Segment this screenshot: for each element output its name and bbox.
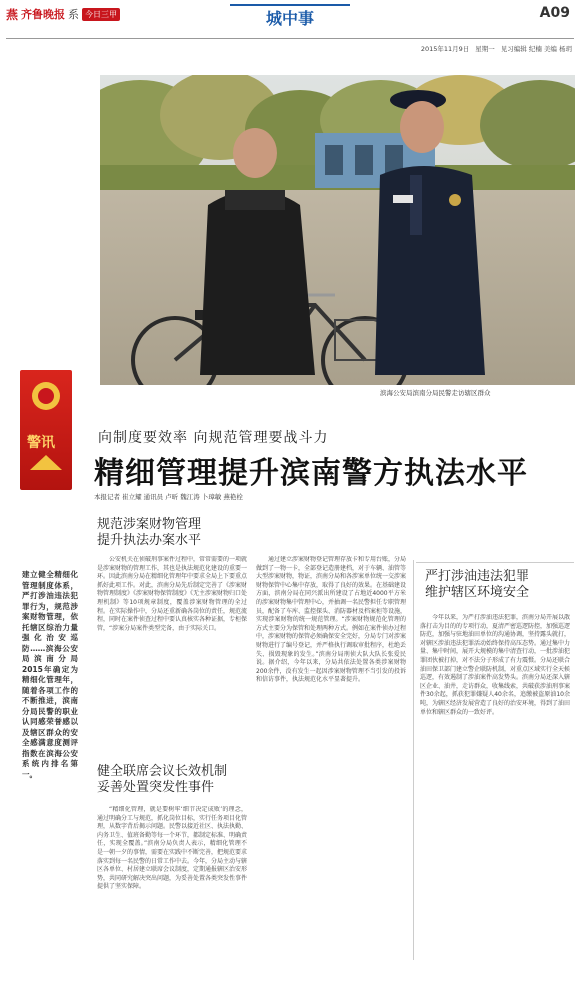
column-3-text: 今年以来，为严打涉油违法犯罪，滨南分局开展以散落打击为目的的专项行动，夏清严密巡逻防控，加强巡逻防范，加强与驻地油田单位的沟通协调，坚持露头就打，对辖区涉油违法犯罪活动始终保持高压态势。通过集中力量、集中时间，展开大规模的集中清查行动，一批涉油犯罪团伙被打掉，对不法分子形成了有力震慑。分局还联合油田保卫部门建立警企联防机制，对重点区域实行全天候巡逻，有效遏制了涉油案件高发势头。滨南分局还深入辖区企业、油井，走访群众，收集线索，共破获涉油刑事案件30余起，抓获犯罪嫌疑人40余名，追缴被盗原油10余吨，为辖区经济发展营造了良好的治安环境，得到了油田单位和辖区群众的一致好评。	[420, 614, 570, 716]
section-title: 城中事	[265, 9, 314, 28]
header-rule	[6, 38, 574, 39]
column-1-text: 公安机关在侦破刑事案件过程中，常常需要的一项就是涉案财物的管理工作，其也是执法规范化建设的重要一环。因此滨南分局在精细化管理年中要求全局上下要重点抓好此项工作。对此，滨南分局先后制定完善了《涉案财物管理制度》《涉案财物保管制度》《无主涉案财物归口处理机制》等10项规章制度，覆盖涉案财物管理的全过程。在实际操作中，分局还重新确各岗位的责任，规范流程，同时在案件侦查过程中要认真核实各种证据，专柜保管，“涉案分局案件类型完备，由于实际关口。	[97, 556, 247, 632]
article-column-3	[420, 614, 570, 974]
dateline	[421, 44, 572, 53]
paper-name: 齐鲁晚报	[21, 8, 66, 21]
sidebar-frame-top	[416, 562, 574, 563]
issue-date: 2015年11月9日	[420, 45, 470, 53]
subhead-evidence: 规范涉案财物管理 提升执法办案水平	[97, 517, 202, 548]
masthead	[6, 6, 120, 22]
column-divider	[413, 560, 414, 960]
police-ad-panel	[20, 370, 72, 490]
article-column-1b	[97, 806, 247, 974]
article-summary: 建立健全精细化管理制度体系，严打涉油违法犯罪行为，规范涉案财物管理，依托辖区综治力量强化治安巡防……滨海公安局滨南分局2015年确定为精细化管理年，随着各项工作的不断推进，滨南分局民警的职业认同感荣誉感以及辖区群众的安全感满意度测评指数在滨海公安系统内排名第一。	[22, 570, 78, 779]
police-badge-icon	[20, 370, 72, 490]
page-number: A09	[539, 5, 570, 21]
photo-illustration	[100, 75, 575, 385]
ad-text: 警讯	[27, 435, 55, 451]
subhead-oil-crime: 严打涉油违法犯罪 维护辖区环境安全	[425, 569, 530, 600]
article-kicker: 向制度要效率 向规范管理要战斗力	[98, 430, 329, 446]
article-byline: 本报记者 崔立耀 通讯员 卢昕 魏江涛 卜璋敏 燕艳栓	[94, 493, 243, 501]
article-headline: 精细管理提升滨南警方执法水平	[94, 456, 528, 491]
page-header	[0, 0, 580, 44]
article-column-1	[97, 556, 247, 756]
issue-weekday: 星期一	[475, 45, 495, 53]
photo-caption: 滨海公安局滨南分局民警走访辖区群众	[380, 389, 491, 397]
paper-logo-icon: 燕	[6, 7, 19, 22]
subhead-joint-meeting: 健全联席会议长效机制 妥善处置突发性事件	[97, 764, 228, 795]
article-column-2	[256, 556, 406, 974]
column-2-text: 通过建立涉案财物登记管理存放卡和专用台账，分局做到了一物一卡，全部登记造册建档，对于车辆、油管等大型涉案财物，物证，滨南分局和各涉案单位统一交涉案财物保管中心集中存放，取得了良好的效果。在基础建设方面，滨南分局在同兴派出所建设了占地近4000平方米的涉案财物集中管理中心，并抽调一名民警担任专职管理员，配备了车库、监控探头、消防器材及档案柜等设施，实现涉案财物的统一规范管理。“涉案财物规范化管理的方式主要分为保管和处理两种方式。例如在案件侦办过程中，涉案财物的保管必须确保安全完好，分局专门对涉案财物进行了编号登记，并严格执行调取审批程序，杜绝丢失、损毁现象的发生。”滨南分局刑侦大队大队长张爱民说。据介绍，今年以来，分局共依法处置各类涉案财物200余件，没有发生一起因涉案财物管理不当引发的投诉和信访事件，执法规范化水平显著提升。	[256, 556, 406, 684]
column-1b-text: “精细化管理，就是要树牢‘细节决定成败’的理念，通过明确分工与规范，抓化岗位目标，实行任务项目化管理，从数字背后揭示问题。民警以接近社区、执法执勤、内务卫生、值班备勤等每一个环节，都制定标准、明确责任，实现全覆盖。”滨南分局负责人表示，精细化管理不是一朝一夕的事情，需要在实践中不断完善，把规范要求落实到每一名民警的日常工作中去。今年，分局主动与辖区各单位、村居建立联席会议制度，定期通报辖区治安形势，共同研究解决突出问题，为妥善处置各类突发性事件提供了坚实保障。	[97, 806, 247, 891]
paper-suffix: 系	[68, 8, 80, 21]
editors: 见习编辑 纪楠 美编 杨玥	[500, 45, 572, 53]
paper-tag: 今日三甲	[82, 8, 120, 21]
news-photo	[100, 75, 575, 385]
